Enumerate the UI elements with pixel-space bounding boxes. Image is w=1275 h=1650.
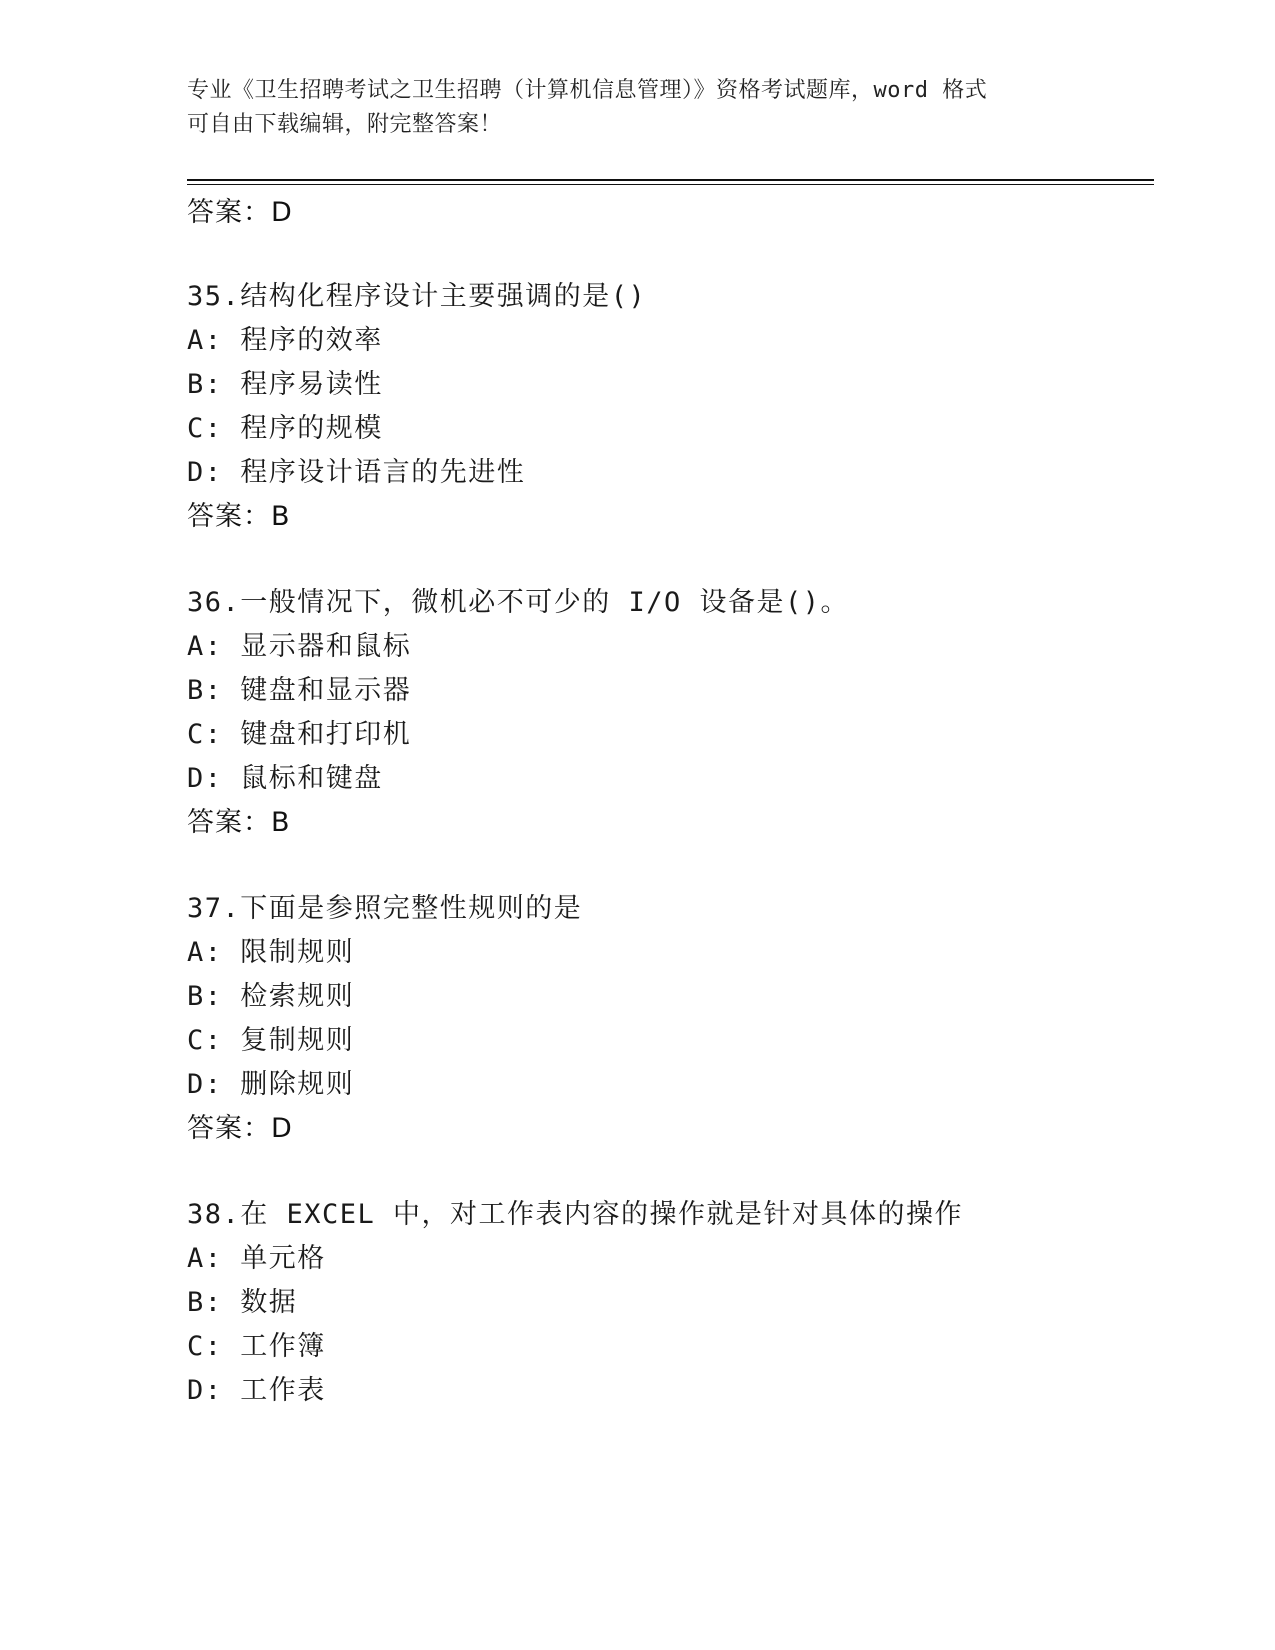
- option-c: C: 复制规则: [187, 1025, 355, 1056]
- option-b: B: 键盘和显示器: [187, 675, 412, 706]
- header-divider-thin: [187, 184, 1154, 185]
- option-c: C: 程序的规模: [187, 413, 383, 444]
- option-d: D: 鼠标和键盘: [187, 763, 383, 794]
- answer-label: 答案：D: [187, 197, 293, 228]
- answer-label: 答案：B: [187, 501, 291, 532]
- option-d: D: 删除规则: [187, 1069, 355, 1100]
- answer-label: 答案：B: [187, 807, 291, 838]
- option-b: B: 程序易读性: [187, 369, 383, 400]
- option-a: A: 显示器和鼠标: [187, 631, 412, 662]
- option-d: D: 工作表: [187, 1375, 326, 1406]
- option-d: D: 程序设计语言的先进性: [187, 457, 526, 488]
- header-line-1: 专业《卫生招聘考试之卫生招聘（计算机信息管理）》资格考试题库，word 格式: [187, 78, 988, 103]
- question-stem: 35.结构化程序设计主要强调的是(): [187, 281, 647, 312]
- option-c: C: 工作簿: [187, 1331, 326, 1362]
- option-b: B: 数据: [187, 1287, 298, 1318]
- option-b: B: 检索规则: [187, 981, 355, 1012]
- question-stem: 36.一般情况下，微机必不可少的 I/O 设备是()。: [187, 587, 850, 618]
- question-stem: 38.在 EXCEL 中，对工作表内容的操作就是针对具体的操作: [187, 1199, 964, 1230]
- question-stem: 37.下面是参照完整性规则的是: [187, 893, 583, 924]
- header-divider-thick: [187, 179, 1154, 181]
- option-a: A: 单元格: [187, 1243, 326, 1274]
- option-c: C: 键盘和打印机: [187, 719, 412, 750]
- option-a: A: 程序的效率: [187, 325, 383, 356]
- option-a: A: 限制规则: [187, 937, 355, 968]
- answer-label: 答案：D: [187, 1113, 293, 1144]
- header-line-2: 可自由下载编辑，附完整答案！: [187, 112, 503, 137]
- page-header: [187, 74, 1087, 142]
